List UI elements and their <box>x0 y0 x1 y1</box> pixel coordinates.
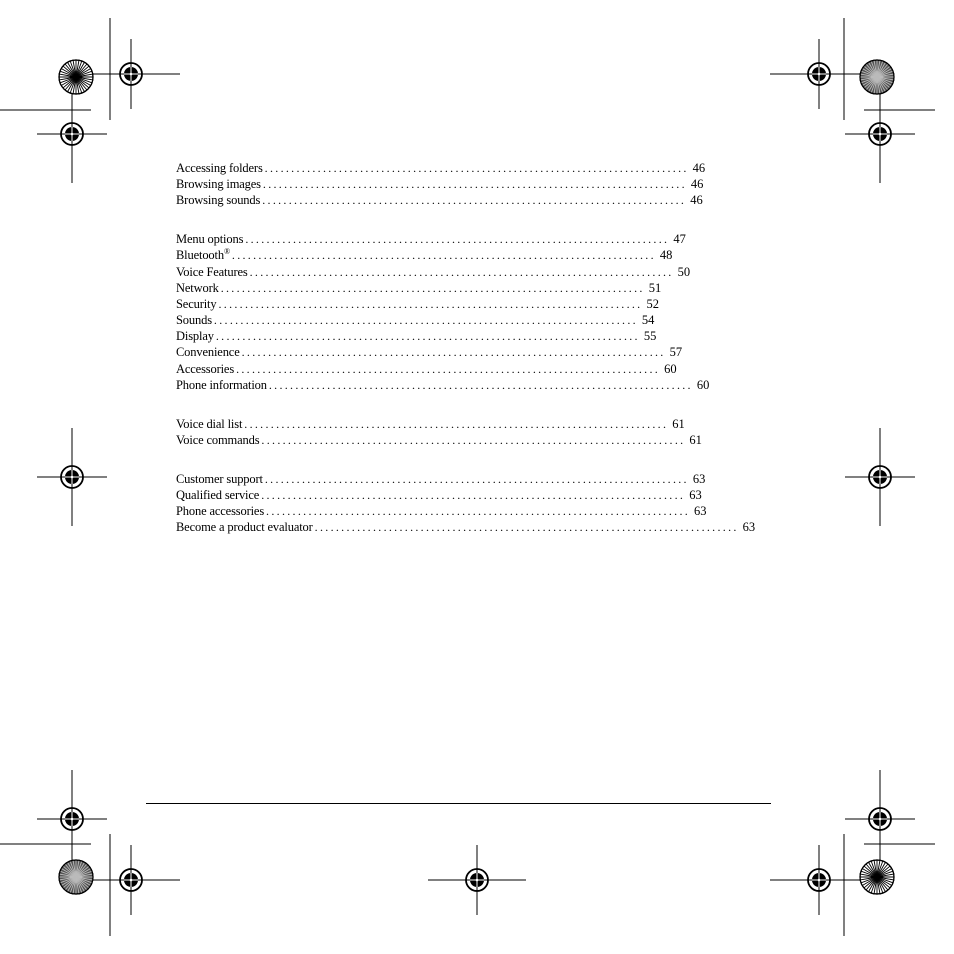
toc-entry-page: 47 <box>673 232 686 247</box>
leader-dots: ................................................................................ <box>245 232 670 247</box>
leader-dots: ................................................................................ <box>244 416 669 431</box>
toc-entry-label: Accessories <box>176 361 235 376</box>
leader-dots: ................................................................................ <box>264 161 689 175</box>
toc-entry-label: Display <box>176 329 214 344</box>
toc-entry-label: Browsing sounds <box>176 193 261 208</box>
toc-entry-label: Customer support <box>176 471 263 486</box>
leader-dots: ................................................................................ <box>261 487 686 502</box>
leader-dots: ................................................................................ <box>236 361 661 376</box>
color-bar-wheel-icon <box>56 57 96 97</box>
toc-entry-page: 60 <box>696 377 710 392</box>
toc-entry-page: 60 <box>664 361 677 376</box>
toc-entry-label: Voice commands <box>176 432 260 447</box>
toc-entry-label: Menu options <box>176 232 244 247</box>
color-bar-wheel-icon <box>56 857 96 897</box>
leader-dots: ................................................................................ <box>231 248 656 263</box>
leader-dots: ................................................................................ <box>314 520 739 535</box>
leader-dots: ................................................................................ <box>268 377 693 392</box>
toc-entry-page: 52 <box>646 296 659 311</box>
registration-mark-icon <box>36 84 108 184</box>
registered-mark: ® <box>223 247 230 257</box>
toc-entry-label: Voice dial list <box>176 416 243 431</box>
toc-entry-page: 63 <box>742 520 756 535</box>
toc-entry-page: 54 <box>641 313 655 328</box>
toc-entry-page: 48 <box>659 248 673 263</box>
toc-entry-page: 63 <box>694 503 707 518</box>
toc-entry-label: Convenience <box>176 345 240 360</box>
leader-dots: ................................................................................ <box>261 432 686 447</box>
toc-entry-label: Security <box>176 296 217 311</box>
toc-entry-page: 51 <box>648 280 662 295</box>
leader-dots: ................................................................................ <box>249 264 674 279</box>
leader-dots: ................................................................................ <box>220 280 645 295</box>
registration-mark-icon <box>844 84 916 184</box>
color-bar-wheel-icon <box>857 857 897 897</box>
toc-entry-page: 57 <box>669 345 683 360</box>
leader-dots: ................................................................................ <box>215 329 640 344</box>
toc-entry-label: Qualified service <box>176 487 260 502</box>
registration-mark-icon <box>36 427 108 527</box>
toc-entry-label: Voice Features <box>176 264 248 279</box>
registration-mark-icon <box>81 844 181 916</box>
toc-entry-page: 46 <box>690 193 703 208</box>
toc-entry-label-text: Bluetooth <box>176 248 224 263</box>
toc-entry-page: 63 <box>692 471 706 486</box>
color-bar-wheel-icon <box>857 57 897 97</box>
leader-dots: ................................................................................ <box>241 345 666 360</box>
toc-entry-page: 55 <box>643 329 657 344</box>
toc-entry-label: Accessing folders <box>176 161 263 175</box>
toc-entry-page: 61 <box>689 432 702 447</box>
toc-entry-label: Become a product evaluator <box>176 520 313 535</box>
leader-dots: ................................................................................ <box>266 503 691 518</box>
toc-entry-label: Network <box>176 280 219 295</box>
toc-entry-label: Phone accessories <box>176 503 265 518</box>
toc-entry-page: 46 <box>692 161 706 175</box>
registration-mark-icon <box>427 844 527 916</box>
toc-entry-page: 61 <box>672 416 685 431</box>
toc-entry-label: Phone information <box>176 377 267 392</box>
toc-entry-label: Browsing images <box>176 177 261 192</box>
toc-entry-page: 50 <box>677 264 691 279</box>
toc-entry-page: 46 <box>690 177 704 192</box>
registration-mark-icon <box>844 427 916 527</box>
leader-dots: ................................................................................ <box>264 471 689 486</box>
leader-dots: ................................................................................ <box>218 296 643 311</box>
registration-mark-icon <box>769 844 869 916</box>
leader-dots: ................................................................................ <box>262 177 687 192</box>
leader-dots: ................................................................................ <box>262 193 687 208</box>
toc-entry-label: Sounds <box>176 313 212 328</box>
leader-dots: ................................................................................ <box>213 313 638 328</box>
toc-entry-page: 63 <box>689 487 702 502</box>
